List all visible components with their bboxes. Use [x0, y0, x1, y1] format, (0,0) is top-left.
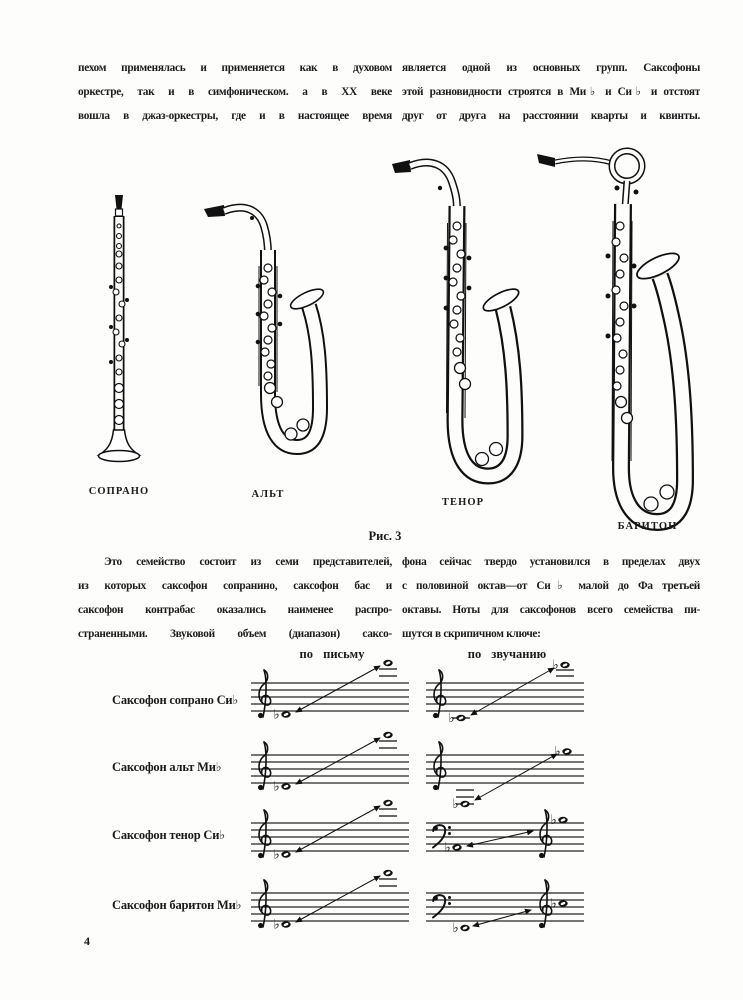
header-written: по письму — [299, 647, 365, 661]
header-sounding: по звучанию — [467, 647, 547, 661]
svg-text:♭: ♭ — [444, 840, 451, 856]
text-line: фона сейчас твердо установился в пределах двух — [402, 556, 700, 568]
staff-baritone-sounding — [425, 860, 585, 954]
svg-text:♭: ♭ — [273, 779, 280, 795]
text-line: друг от друга на расстоянии кварты и квинты. — [402, 110, 700, 122]
row-label-baritone: Саксофон баритон Ми♭ — [112, 898, 242, 912]
svg-text:♭: ♭ — [550, 813, 557, 828]
label-baritone: БАРИТОН — [617, 521, 678, 532]
tenor-sax-illustration — [390, 148, 538, 505]
soprano-sax-illustration — [78, 192, 160, 479]
row-label-tenor: Саксофон тенор Си♭ — [112, 828, 225, 842]
baritone-sax-illustration — [533, 136, 705, 537]
text-line: саксофон контрабас оказались наименее распро- — [78, 604, 392, 616]
text-line: пехом применялась и применяется как в духовом — [78, 62, 392, 74]
alto-sax-illustration — [198, 196, 338, 473]
text-line: октавы. Ноты для саксофонов всего семейства пи- — [402, 604, 700, 616]
label-tenor: ТЕНОР — [441, 497, 485, 508]
text-line: оркестре, так и в симфоническом. а в ХХ веке — [78, 86, 392, 98]
text-line: Это семейство состоит из семи представителей, — [104, 556, 392, 568]
page-number: 4 — [84, 934, 90, 948]
text-line: является одной из основных групп. Саксофоны — [402, 62, 700, 74]
staff-baritone-written — [250, 860, 410, 954]
row-label-alto: Саксофон альт Ми♭ — [112, 760, 222, 774]
text-line: с половиной октав—от Си♭ малой до Фа третьей — [402, 580, 700, 592]
svg-text:♭: ♭ — [554, 744, 561, 760]
figure-caption: Рис. 3 — [368, 529, 402, 543]
label-soprano: СОПРАНО — [88, 486, 150, 497]
svg-text:♭: ♭ — [550, 896, 557, 912]
label-alto: АЛЬТ — [251, 489, 285, 500]
text-line: шутся в скрипичном ключе: — [402, 628, 541, 640]
svg-text:♭: ♭ — [273, 707, 280, 723]
svg-text:♭: ♭ — [448, 711, 455, 726]
row-label-soprano: Саксофон сопрано Си♭ — [112, 693, 239, 707]
text-line: из которых саксофон сопранино, саксофон бас и — [78, 580, 392, 592]
svg-text:♭: ♭ — [273, 847, 280, 863]
svg-text:♭: ♭ — [552, 658, 559, 673]
paragraph-bottom-left — [78, 550, 392, 646]
paragraph-top-left — [78, 56, 392, 128]
svg-text:♭: ♭ — [452, 921, 459, 936]
svg-text:♭: ♭ — [452, 797, 459, 812]
paragraph-top-right — [402, 56, 700, 128]
paragraph-bottom-right — [402, 550, 700, 646]
text-line: вошла в джаз-оркестры, где и в настоящее время — [78, 110, 392, 122]
svg-text:♭: ♭ — [273, 917, 280, 933]
text-line: этой разновидности строятся в Ми♭ и Си♭ и отстоят — [402, 86, 700, 98]
text-line: страненными. Звуковой объем (диапазон) саксо- — [78, 628, 392, 640]
